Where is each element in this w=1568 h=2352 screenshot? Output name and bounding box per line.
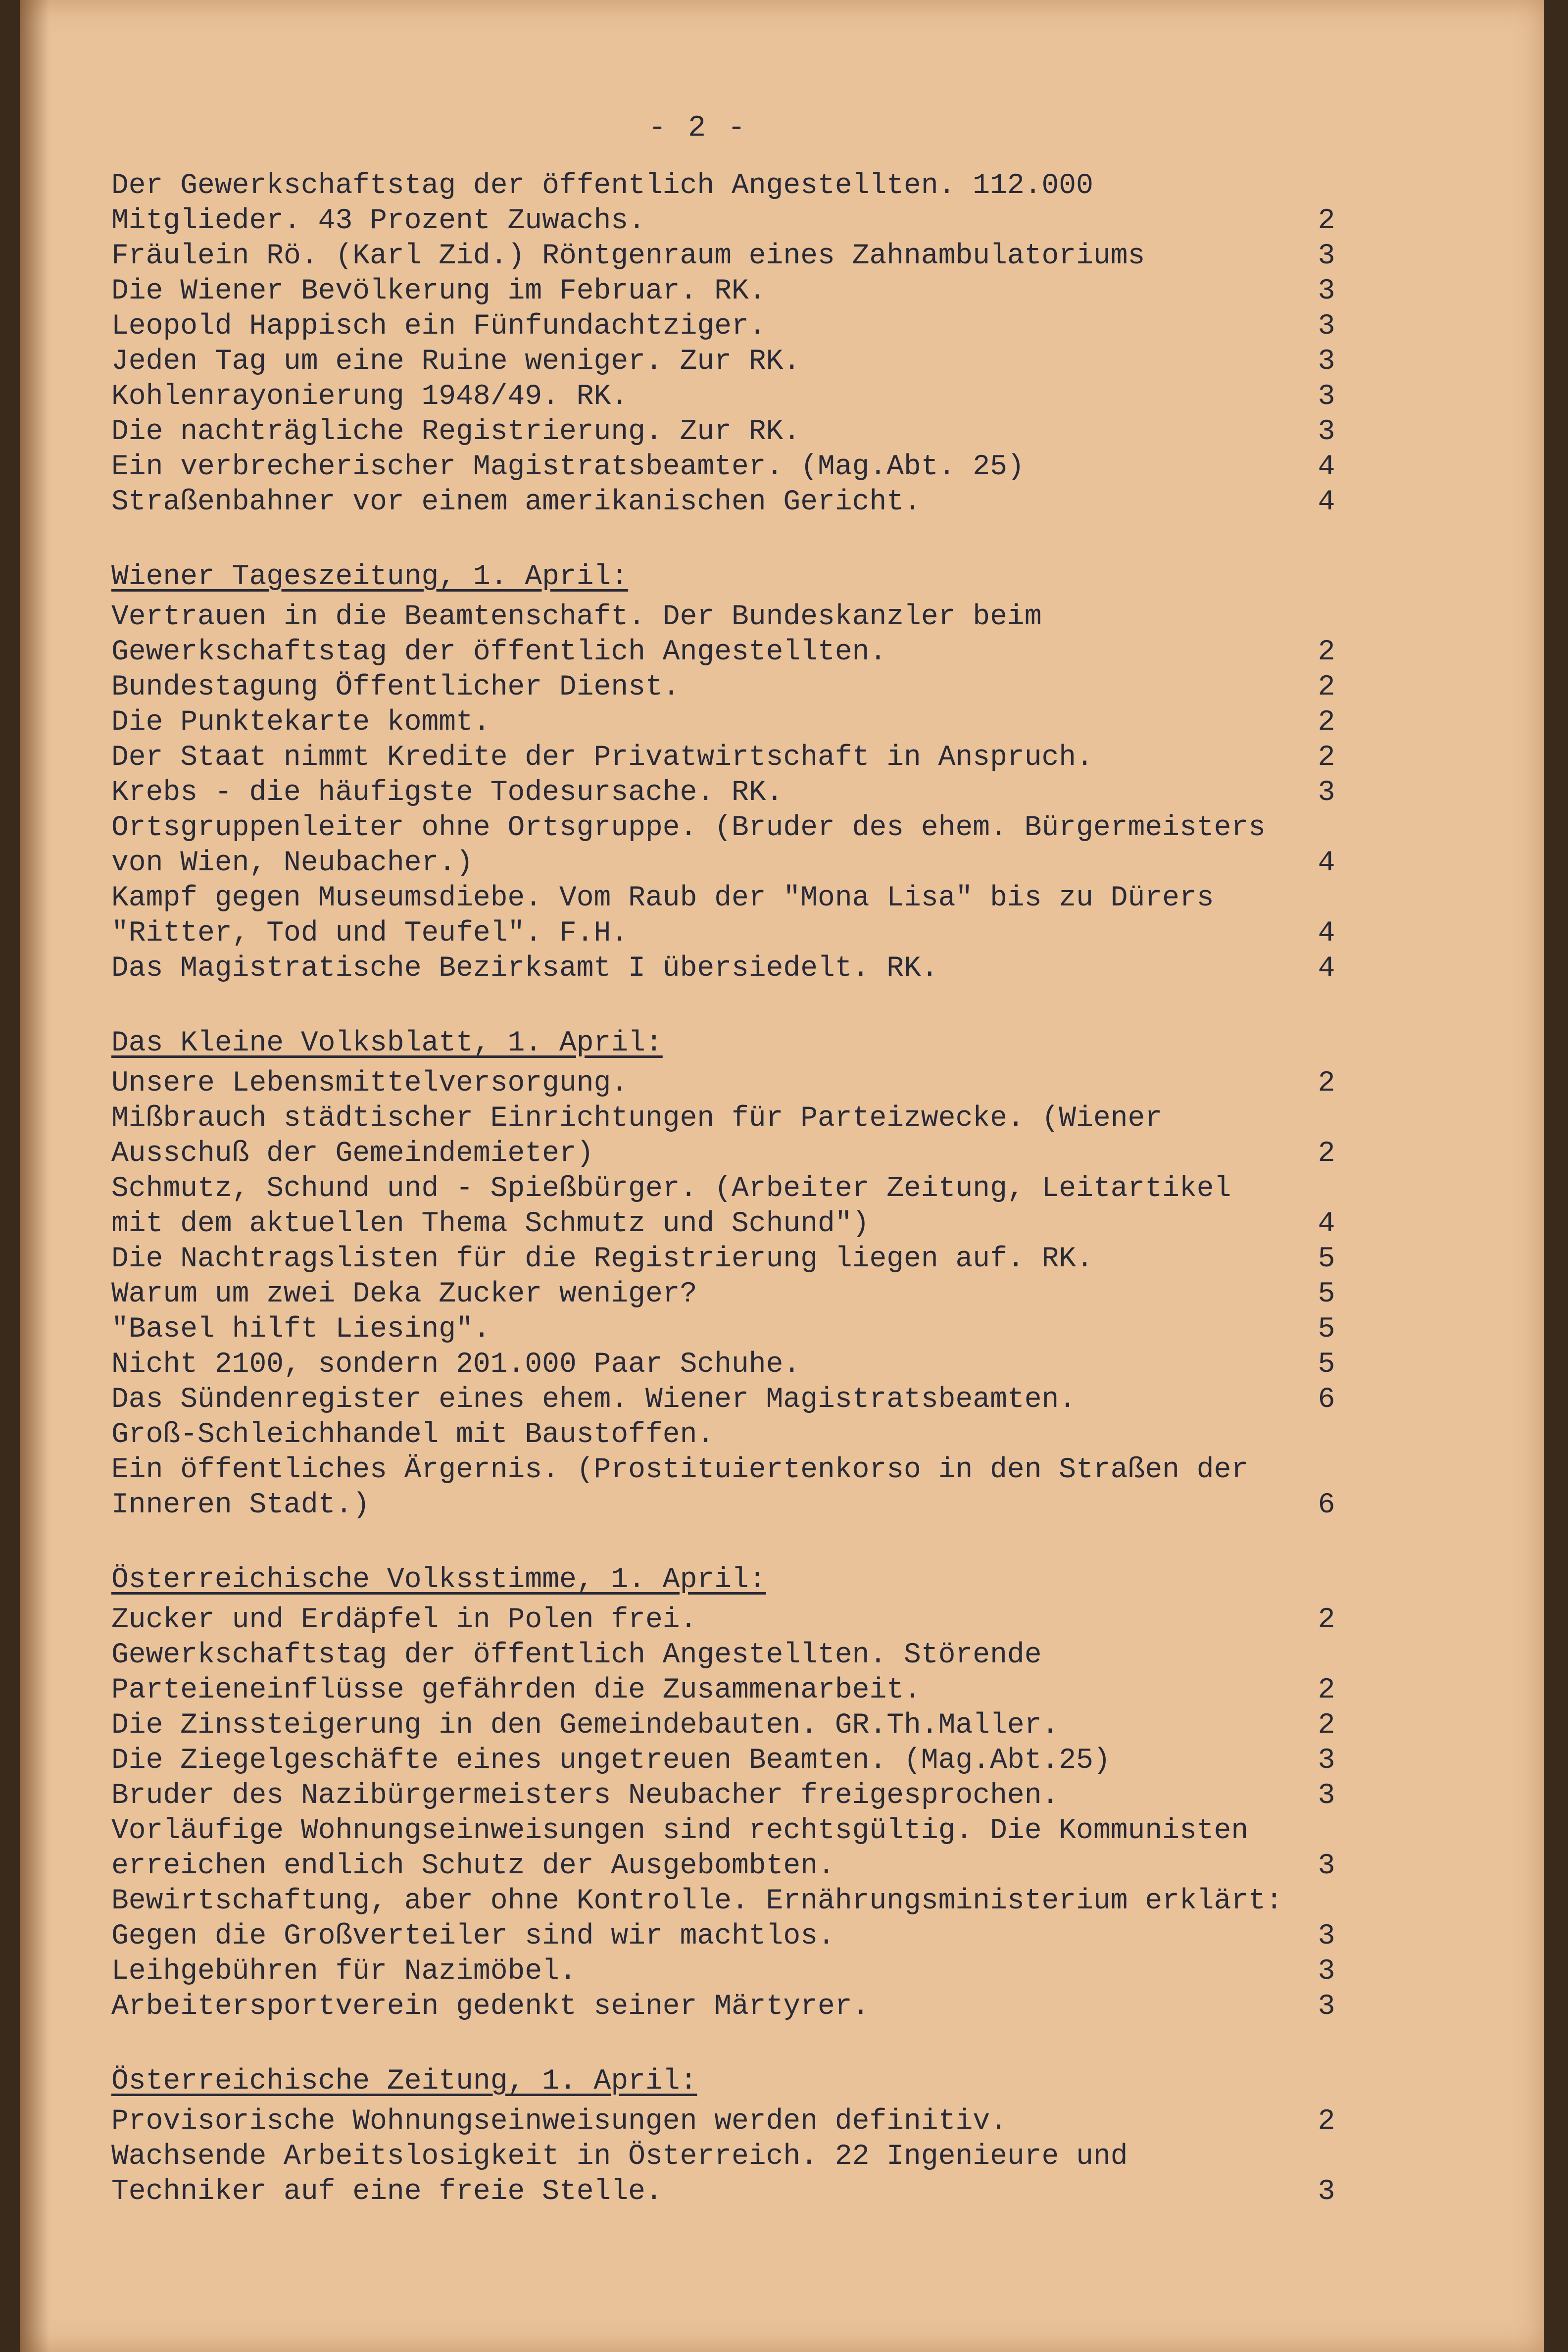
article-title: Provisorische Wohnungseinweisungen werden definitiv.: [111, 2105, 1007, 2138]
article-title: "Basel hilft Liesing".: [111, 1313, 490, 1346]
article-page-number: 3: [1318, 275, 1335, 307]
article-page-number: 2: [1318, 706, 1335, 739]
article-entry: [111, 740, 1378, 775]
article-entry: [111, 1312, 1378, 1347]
article-entry: [111, 1242, 1378, 1277]
article-page-number: 5: [1318, 1313, 1335, 1346]
article-entry: [111, 1708, 1378, 1743]
newspaper-section: [111, 1533, 1378, 2024]
article-title: Zucker und Erdäpfel in Polen frei.: [111, 1604, 697, 1636]
article-entry: [111, 951, 1378, 986]
article-entry: [111, 810, 1378, 881]
article-title: Das Magistratische Bezirksamt I übersiedelt. RK.: [111, 952, 938, 985]
article-entry: [111, 881, 1378, 951]
article-page-number: 2: [1318, 636, 1335, 668]
article-page-number: 3: [1318, 777, 1335, 809]
article-page-number: 4: [1318, 917, 1335, 950]
article-entry: [111, 1277, 1378, 1312]
article-title: Bewirtschaftung, aber ohne Kontrolle. Ernährungsministerium erklärt: Gegen die Großverteiler sind wir machtlos.: [111, 1885, 1283, 1952]
article-title: Nicht 2100, sondern 201.000 Paar Schuhe.: [111, 1349, 801, 1381]
newspaper-heading: Österreichische Zeitung, 1. April:: [111, 2065, 697, 2098]
article-title: Wachsende Arbeitslosigkeit in Österreich. 22 Ingenieure und Techniker auf eine freie Stelle.: [111, 2141, 1128, 2208]
article-page-number: 3: [1318, 2176, 1335, 2208]
article-title: Jeden Tag um eine Ruine weniger. Zur RK.: [111, 346, 801, 378]
article-entry: [111, 239, 1378, 274]
article-title: Die Wiener Bevölkerung im Februar. RK.: [111, 275, 766, 307]
article-entry: [111, 1989, 1378, 2024]
article-page-number: 4: [1318, 486, 1335, 518]
article-entry: [111, 379, 1378, 414]
article-page-number: 6: [1318, 1489, 1335, 1521]
article-page-number: 3: [1318, 416, 1335, 448]
article-title: Warum um zwei Deka Zucker weniger?: [111, 1278, 697, 1310]
article-title: Unsere Lebensmittelversorgung.: [111, 1067, 629, 1100]
article-entry: [111, 600, 1378, 670]
article-title: Die Zinssteigerung in den Gemeindebauten. GR.Th.Maller.: [111, 1709, 1059, 1742]
article-entry: [111, 1813, 1378, 1884]
article-title: Mißbrauch städtischer Einrichtungen für Parteizwecke. (Wiener Ausschuß der Gemeindemieter): [111, 1102, 1163, 1170]
article-title: Groß-Schleichhandel mit Baustoffen.: [111, 1419, 715, 1451]
article-title: Ortsgruppenleiter ohne Ortsgruppe. (Bruder des ehem. Bürgermeisters von Wien, Neubacher.): [111, 812, 1266, 879]
article-title: Krebs - die häufigste Todesursache. RK.: [111, 777, 784, 809]
article-entry: [111, 1417, 1378, 1452]
article-title: Leopold Happisch ein Fünfundachtziger.: [111, 310, 766, 343]
article-entry: [111, 1954, 1378, 1989]
page-number: - 2 -: [648, 111, 748, 145]
article-page-number: 5: [1318, 1349, 1335, 1381]
article-entry: [111, 309, 1378, 344]
article-page-number: 2: [1318, 1709, 1335, 1742]
article-entry: [111, 1171, 1378, 1242]
article-page-number: 2: [1318, 1674, 1335, 1706]
article-entry: [111, 1638, 1378, 1708]
article-title: Die Nachtragslisten für die Registrierung liegen auf. RK.: [111, 1243, 1093, 1275]
article-title: Gewerkschaftstag der öffentlich Angestellten. Störende Parteieneinflüsse gefährden die Zusammenarbeit.: [111, 1639, 1042, 1706]
article-entry: [111, 1743, 1378, 1778]
article-title: Der Staat nimmt Kredite der Privatwirtschaft in Anspruch.: [111, 742, 1093, 774]
article-entry: [111, 705, 1378, 740]
article-page-number: 3: [1318, 240, 1335, 272]
article-entry: [111, 670, 1378, 705]
article-entry: [111, 1452, 1378, 1523]
article-page-number: 3: [1318, 1850, 1335, 1882]
article-title: Fräulein Rö. (Karl Zid.) Röntgenraum eines Zahnambulatoriums: [111, 240, 1145, 272]
article-title: Vertrauen in die Beamtenschaft. Der Bundeskanzler beim Gewerkschaftstag der öffentlich Angestellten.: [111, 601, 1042, 668]
article-page-number: 2: [1318, 671, 1335, 703]
newspaper-heading: Das Kleine Volksblatt, 1. April:: [111, 1027, 663, 1059]
article-title: Das Sündenregister eines ehem. Wiener Magistratsbeamten.: [111, 1384, 1077, 1416]
article-title: Kohlenrayonierung 1948/49. RK.: [111, 381, 629, 413]
article-entry: [111, 274, 1378, 309]
article-page-number: 3: [1318, 381, 1335, 413]
article-page-number: 2: [1318, 1067, 1335, 1100]
article-entry: [111, 1884, 1378, 1954]
article-page-number: 3: [1318, 310, 1335, 343]
article-page-number: 3: [1318, 1991, 1335, 2023]
article-entry: [111, 485, 1378, 520]
article-page-number: 4: [1318, 1208, 1335, 1240]
newspaper-section: [111, 530, 1378, 986]
article-page-number: 4: [1318, 952, 1335, 985]
article-title: Der Gewerkschaftstag der öffentlich Angestellten. 112.000 Mitglieder. 43 Prozent Zuwachs.: [111, 170, 1093, 237]
newspaper-heading: Österreichische Volksstimme, 1. April:: [111, 1564, 766, 1596]
article-entry: [111, 2139, 1378, 2209]
newspaper-section: [111, 168, 1378, 520]
article-title: Die nachträgliche Registrierung. Zur RK.: [111, 416, 801, 448]
article-entry: [111, 1778, 1378, 1813]
article-page-number: 3: [1318, 1745, 1335, 1777]
article-title: Schmutz, Schund und - Spießbürger. (Arbeiter Zeitung, Leitartikel mit dem aktuellen Thema Schmutz und Schund"): [111, 1173, 1231, 1240]
article-title: Bundestagung Öffentlicher Dienst.: [111, 671, 680, 703]
article-page-number: 3: [1318, 1780, 1335, 1812]
article-title: Ein verbrecherischer Magistratsbeamter. (Mag.Abt. 25): [111, 451, 1025, 483]
article-title: Kampf gegen Museumsdiebe. Vom Raub der "Mona Lisa" bis zu Dürers "Ritter, Tod und Teufel". F.H.: [111, 882, 1214, 950]
article-page-number: 4: [1318, 451, 1335, 483]
article-title: Leihgebühren für Nazimöbel.: [111, 1955, 577, 1988]
article-entry: [111, 1101, 1378, 1171]
article-entry: [111, 2104, 1378, 2139]
document-page: [20, 0, 1544, 2352]
article-entry: [111, 1347, 1378, 1382]
article-page-number: 2: [1318, 742, 1335, 774]
article-title: Die Ziegelgeschäfte eines ungetreuen Beamten. (Mag.Abt.25): [111, 1745, 1111, 1777]
article-title: Vorläufige Wohnungseinweisungen sind rechtsgültig. Die Kommunisten erreichen endlich Schutz der Ausgebombten.: [111, 1815, 1249, 1882]
article-page-number: 2: [1318, 1138, 1335, 1170]
article-page-number: 2: [1318, 2105, 1335, 2138]
article-page-number: 3: [1318, 346, 1335, 378]
article-title: Bruder des Nazibürgermeisters Neubacher freigesprochen.: [111, 1780, 1059, 1812]
article-entry: [111, 1382, 1378, 1417]
newspaper-section: [111, 2034, 1378, 2209]
article-page-number: 4: [1318, 847, 1335, 879]
article-page-number: 3: [1318, 1955, 1335, 1988]
newspaper-heading: Wiener Tageszeitung, 1. April:: [111, 561, 629, 593]
newspaper-section: [111, 996, 1378, 1523]
article-entry: [111, 450, 1378, 485]
article-title: Straßenbahner vor einem amerikanischen Gericht.: [111, 486, 921, 518]
article-entry: [111, 414, 1378, 450]
article-page-number: 2: [1318, 1604, 1335, 1636]
article-entry: [111, 1066, 1378, 1101]
press-review-list: [111, 168, 1378, 2219]
article-entry: [111, 775, 1378, 810]
article-page-number: 5: [1318, 1243, 1335, 1275]
article-page-number: 5: [1318, 1278, 1335, 1310]
article-page-number: 6: [1318, 1384, 1335, 1416]
article-entry: [111, 1602, 1378, 1638]
article-title: Die Punktekarte kommt.: [111, 706, 490, 739]
article-title: Arbeitersportverein gedenkt seiner Märtyrer.: [111, 1991, 870, 2023]
article-entry: [111, 168, 1378, 239]
article-page-number: 3: [1318, 1920, 1335, 1952]
article-entry: [111, 344, 1378, 379]
article-page-number: 2: [1318, 205, 1335, 237]
article-title: Ein öffentliches Ärgernis. (Prostituiertenkorso in den Straßen der Inneren Stadt.): [111, 1454, 1249, 1521]
